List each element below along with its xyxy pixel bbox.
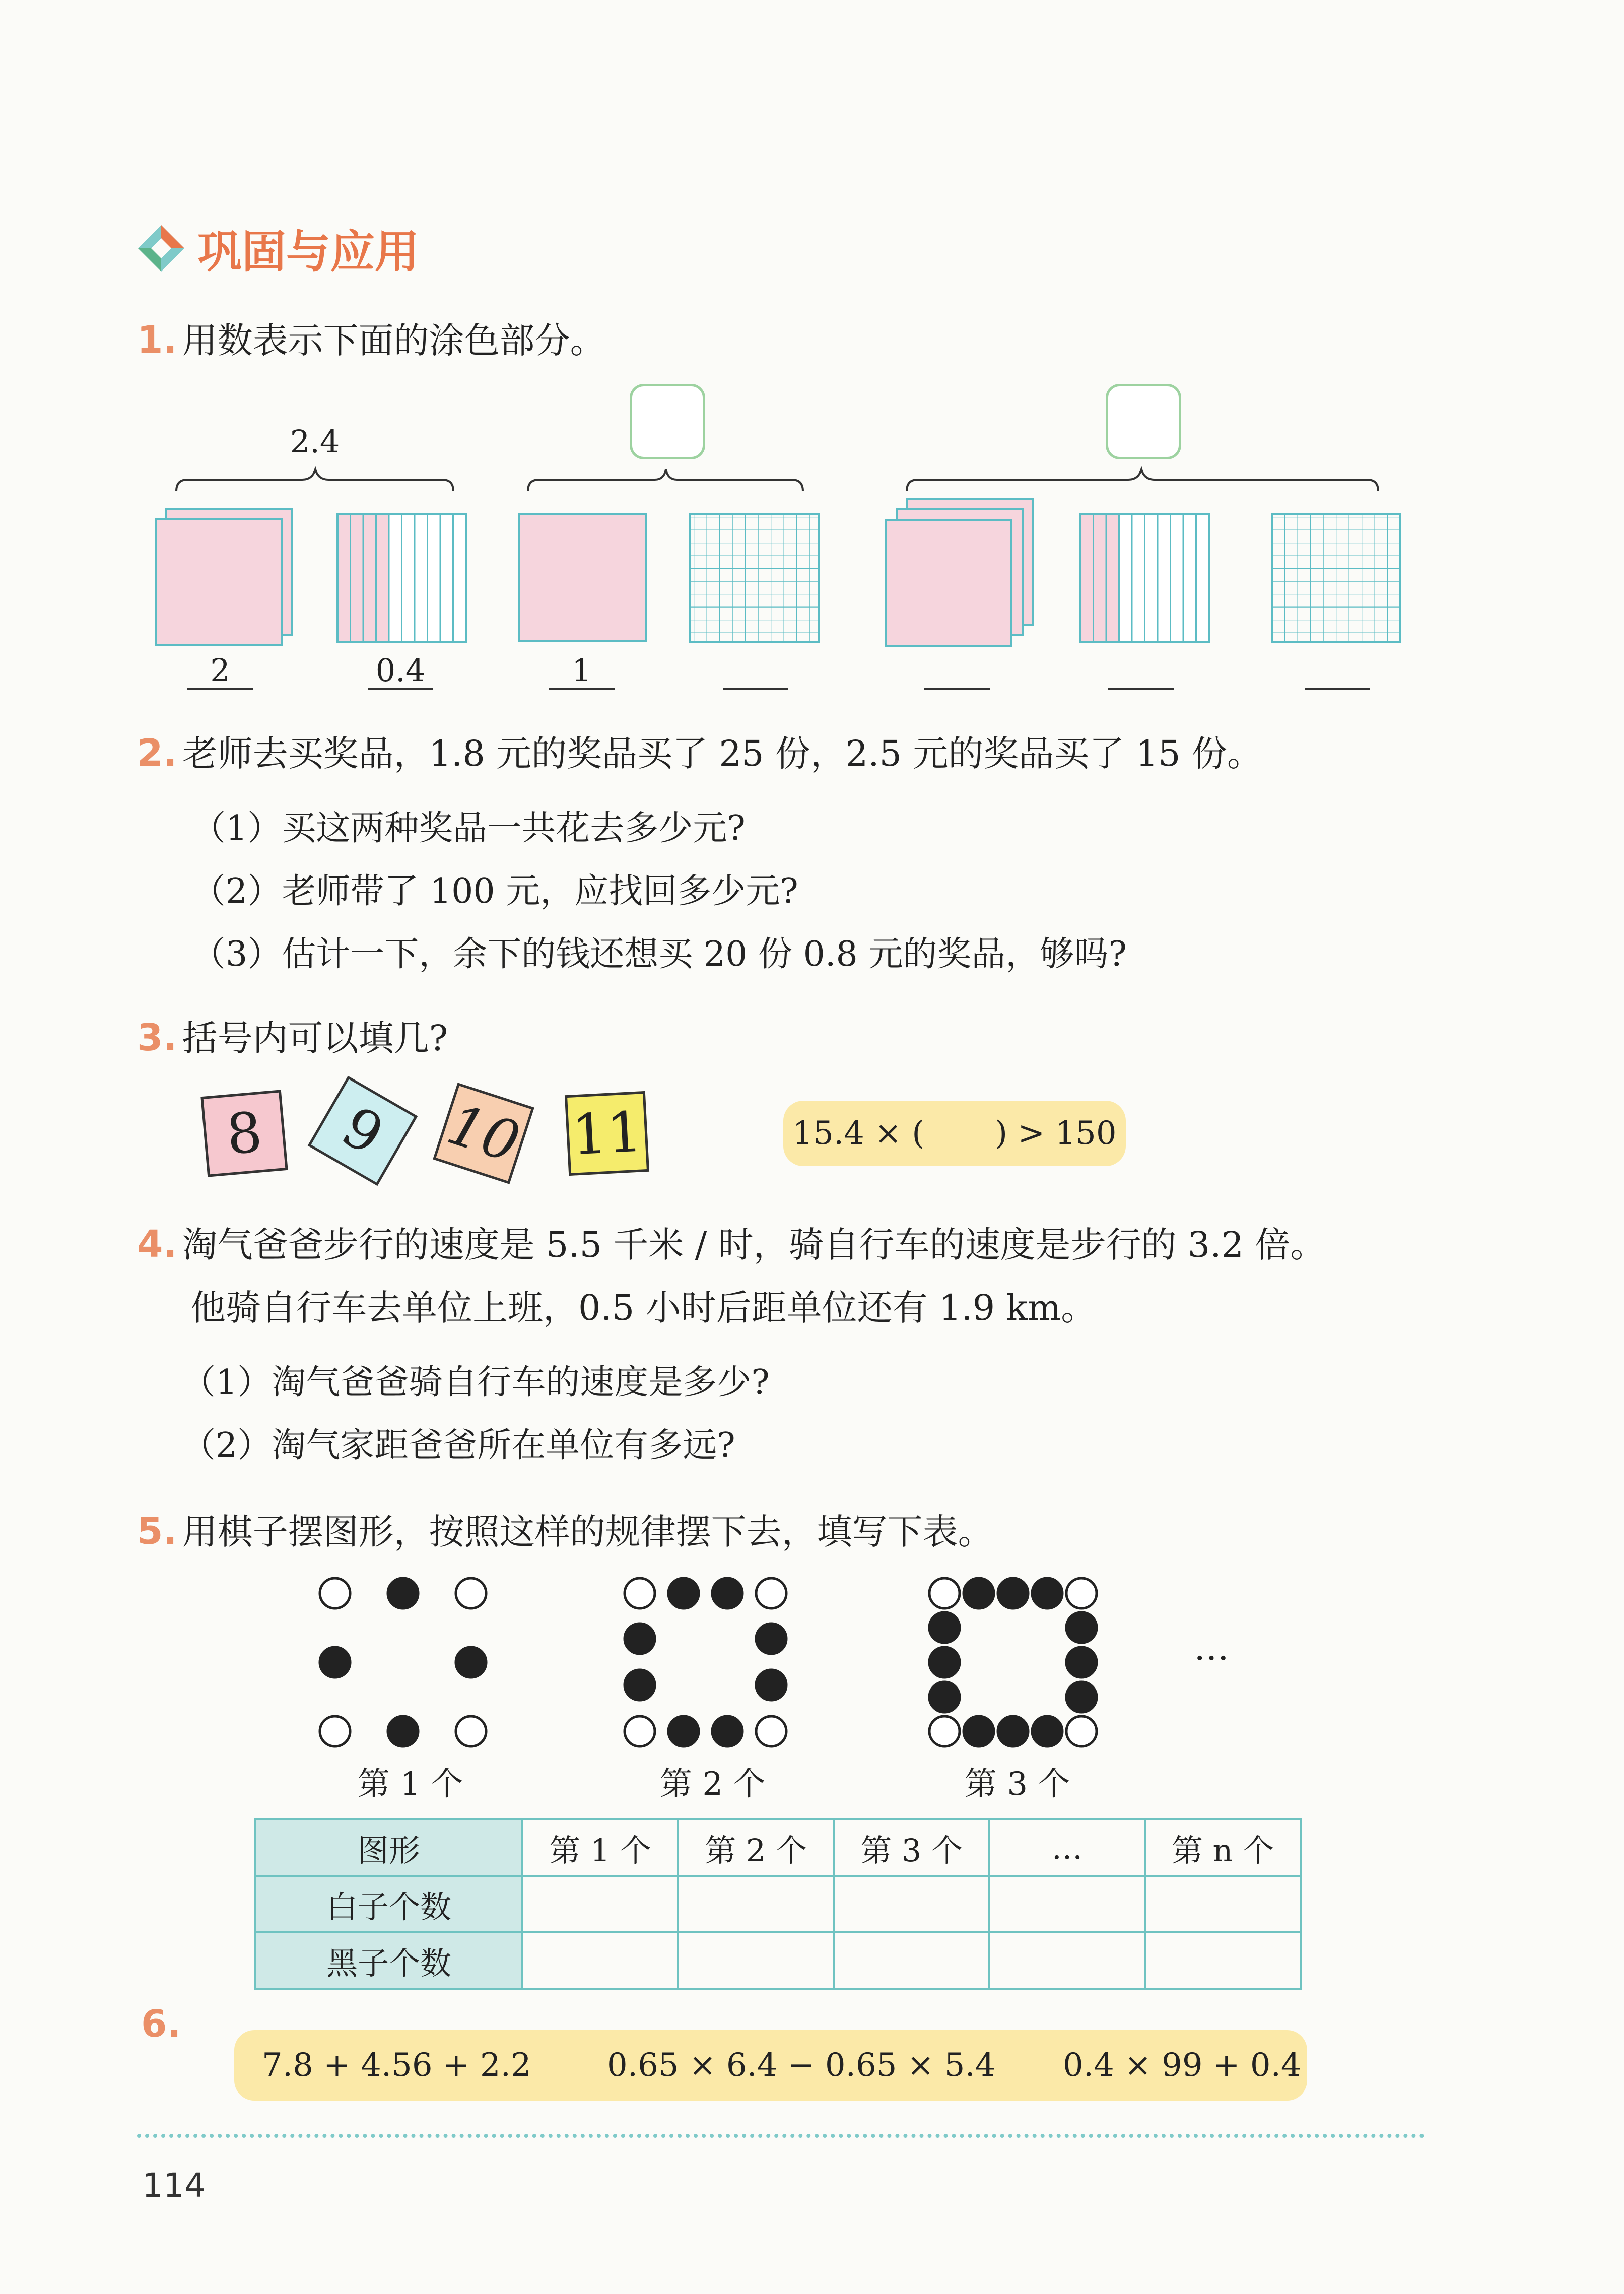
table-header-cell: 第 n 个 [1145, 1819, 1301, 1876]
pattern-table [254, 1818, 1302, 1990]
q2-line [137, 725, 1262, 776]
q4-number: 4. [137, 1223, 177, 1266]
q6-expr-3: 0.4 × 99 + 0.4 [1063, 2047, 1302, 2084]
pink-square-single [519, 514, 646, 641]
table-cell[interactable] [1145, 1932, 1301, 1989]
label-1: 1 [549, 655, 615, 690]
pattern-1 [320, 1578, 486, 1746]
q1-figures [0, 363, 1624, 705]
table-header-cell: 第 3 个 [834, 1819, 989, 1876]
q2-sub-3: （3）估计一下，余下的钱还想买 20 份 0.8 元的奖品，够吗? [191, 934, 1127, 974]
chess-patterns [0, 1562, 1624, 1753]
blank-hundredths-2[interactable] [1305, 688, 1370, 690]
card-10: 10 [433, 1083, 534, 1184]
table-row [255, 1819, 1301, 1876]
row-label-white: 白子个数 [255, 1876, 522, 1932]
inequality-pill [783, 1101, 1126, 1166]
q2-sub-1: （1）买这两种奖品一共花去多少元? [191, 808, 746, 848]
card-8: 8 [200, 1090, 288, 1177]
table-cell[interactable] [678, 1932, 834, 1989]
q3-text: 括号内可以填几? [182, 1018, 448, 1059]
fig-label-3: 第 3 个 [965, 1766, 1070, 1803]
table-cell[interactable] [522, 1876, 678, 1932]
q5-line [137, 1504, 993, 1555]
table-header-cell: … [989, 1819, 1145, 1876]
answer-box-2[interactable] [1106, 384, 1181, 459]
expr-left: 15.4 × ( [792, 1115, 925, 1152]
table-cell[interactable] [678, 1876, 834, 1932]
table-cell[interactable] [834, 1932, 989, 1989]
q3-number: 3. [137, 1016, 177, 1059]
brace-3 [907, 469, 1378, 491]
table-header-cell: 第 1 个 [522, 1819, 678, 1876]
pattern-3 [929, 1578, 1097, 1746]
q1-number: 1. [137, 318, 177, 362]
table-cell[interactable] [834, 1876, 989, 1932]
q4-sub-2: （2）淘气家距爸爸所在单位有多远? [181, 1426, 735, 1465]
q4-sub-1: （1）淘气爸爸骑自行车的速度是多少? [181, 1363, 770, 1402]
table-cell[interactable] [522, 1932, 678, 1989]
hundredths-grid-2 [1272, 514, 1400, 642]
table-header-cell: 第 2 个 [678, 1819, 834, 1876]
row-label-black: 黑子个数 [255, 1932, 522, 1989]
q4-text-2: 他骑自行车去单位上班，0.5 小时后距单位还有 1.9 km。 [190, 1287, 1097, 1328]
pink-square-triple [886, 520, 1011, 646]
brace-2 [528, 469, 803, 491]
q6-expressions [234, 2030, 1307, 2101]
fig-label-2: 第 2 个 [660, 1766, 766, 1803]
brace-1-label: 2.4 [290, 423, 340, 460]
table-row [255, 1932, 1301, 1989]
card-11: 11 [565, 1091, 649, 1176]
hundredths-grid-1 [690, 514, 819, 642]
q1-line [137, 312, 605, 363]
table-cell[interactable] [1145, 1876, 1301, 1932]
blank-hundredths-1[interactable] [723, 688, 788, 690]
label-0-4: 0.4 [368, 655, 433, 690]
label-2: 2 [187, 655, 253, 690]
diamond-icon [136, 223, 186, 274]
blank-triple[interactable] [924, 688, 990, 690]
q2-sub-2: （2）老师带了 100 元，应找回多少元? [191, 871, 798, 911]
fig-label-1: 第 1 个 [358, 1766, 463, 1803]
table-cell[interactable] [989, 1876, 1145, 1932]
q6-number: 6. [141, 2002, 181, 2046]
q1-text: 用数表示下面的涂色部分。 [182, 320, 605, 361]
q6-expr-2: 0.65 × 6.4 − 0.65 × 5.4 [607, 2047, 996, 2084]
q5-text: 用棋子摆图形，按照这样的规律摆下去，填写下表。 [182, 1511, 993, 1553]
table-row [255, 1876, 1301, 1932]
pink-square-front [156, 519, 282, 645]
table-header-cell: 图形 [255, 1819, 522, 1876]
q4-text-1: 淘气爸爸步行的速度是 5.5 千米 / 时，骑自行车的速度是步行的 3.2 倍。 [182, 1224, 1326, 1265]
page-number: 114 [142, 2166, 206, 2205]
pattern-2 [625, 1578, 786, 1746]
q5-number: 5. [137, 1510, 177, 1553]
blank-tenths-2[interactable] [1108, 688, 1174, 690]
card-9: 9 [308, 1076, 418, 1186]
pattern-ellipsis: … [1194, 1627, 1229, 1668]
q2-text: 老师去买奖品，1.8 元的奖品买了 25 份，2.5 元的奖品买了 15 份。 [182, 733, 1262, 774]
table-cell[interactable] [989, 1932, 1145, 1989]
section-title [136, 217, 419, 280]
expr-right: ) > 150 [995, 1115, 1117, 1152]
q2-number: 2. [137, 731, 177, 775]
q3-line [137, 1010, 448, 1061]
footer-divider [137, 2134, 1425, 2138]
q6-expr-1: 7.8 + 4.56 + 2.2 [262, 2047, 531, 2084]
section-title-text: 巩固与应用 [197, 226, 420, 278]
brace-1 [176, 469, 453, 491]
q4-line-1 [137, 1217, 1325, 1267]
answer-box-1[interactable] [630, 384, 705, 459]
